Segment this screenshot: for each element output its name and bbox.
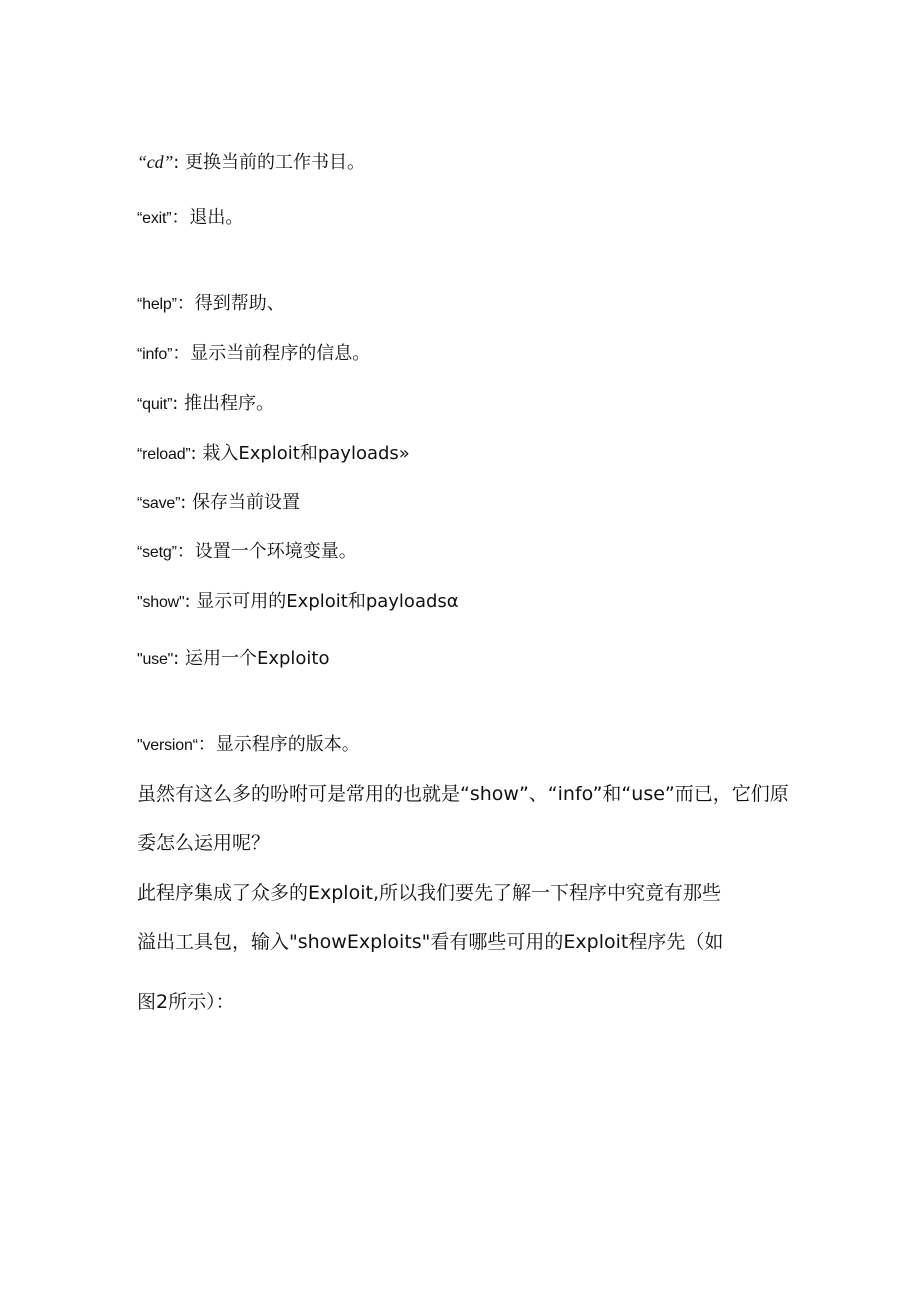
command-line-quit: [137, 392, 274, 417]
command-line-reload: [137, 442, 410, 467]
paragraph-line: 此程序集成了众多的Exploit,所以我们要先了解一下程序中究竟有那些: [137, 882, 721, 904]
command-description: ：退出。: [171, 207, 244, 228]
paragraph-line: 虽然有这么多的吩咐可是常用的也就是“show”、“info”和“use”而已，它们原: [137, 783, 789, 805]
paragraph-line: 图2所示）：: [137, 991, 235, 1013]
command-name: “quit”: [137, 396, 173, 413]
command-description: : 显示可用的Exploit和payloadsα: [184, 591, 459, 612]
command-description: : 推出程序。: [172, 393, 275, 414]
command-description: ：得到帮助、: [176, 293, 285, 314]
command-name: “reload”: [137, 446, 191, 463]
command-name: "show": [137, 594, 185, 611]
command-description: ：设置一个环境变量。: [176, 541, 357, 562]
paragraph-line: 溢出工具包，输入"showExploits"看有哪些可用的Exploit程序先（如: [137, 931, 724, 953]
command-line-use: [137, 647, 330, 672]
command-name: “help”: [137, 296, 177, 313]
command-name: “setg”: [137, 544, 177, 561]
command-description: : 更换当前的工作书目。: [173, 152, 366, 173]
command-name: "use": [137, 651, 174, 668]
command-description: : 保存当前设置: [180, 492, 301, 513]
command-line-help: [137, 292, 285, 317]
paragraph-line: 委怎么运用呢？: [137, 832, 271, 854]
command-line-version: [137, 733, 360, 758]
command-description: ：显示程序的版本。: [197, 734, 360, 755]
command-name: “exit”: [137, 210, 172, 227]
command-line-setg: [137, 540, 357, 565]
command-name: “cd”: [137, 152, 174, 172]
command-description: : 栽入Exploit和payloads»: [190, 443, 410, 464]
command-name: “info”: [137, 346, 173, 363]
command-line-save: [137, 491, 300, 516]
command-line-info: [137, 342, 370, 367]
command-line-cd: [137, 150, 365, 175]
command-line-show: [137, 590, 459, 615]
command-description: ：显示当前程序的信息。: [172, 343, 371, 364]
command-name: "version“: [137, 737, 198, 754]
command-name: “save”: [137, 495, 181, 512]
command-description: : 运用一个Exploito: [173, 648, 330, 669]
command-line-exit: [137, 206, 243, 231]
